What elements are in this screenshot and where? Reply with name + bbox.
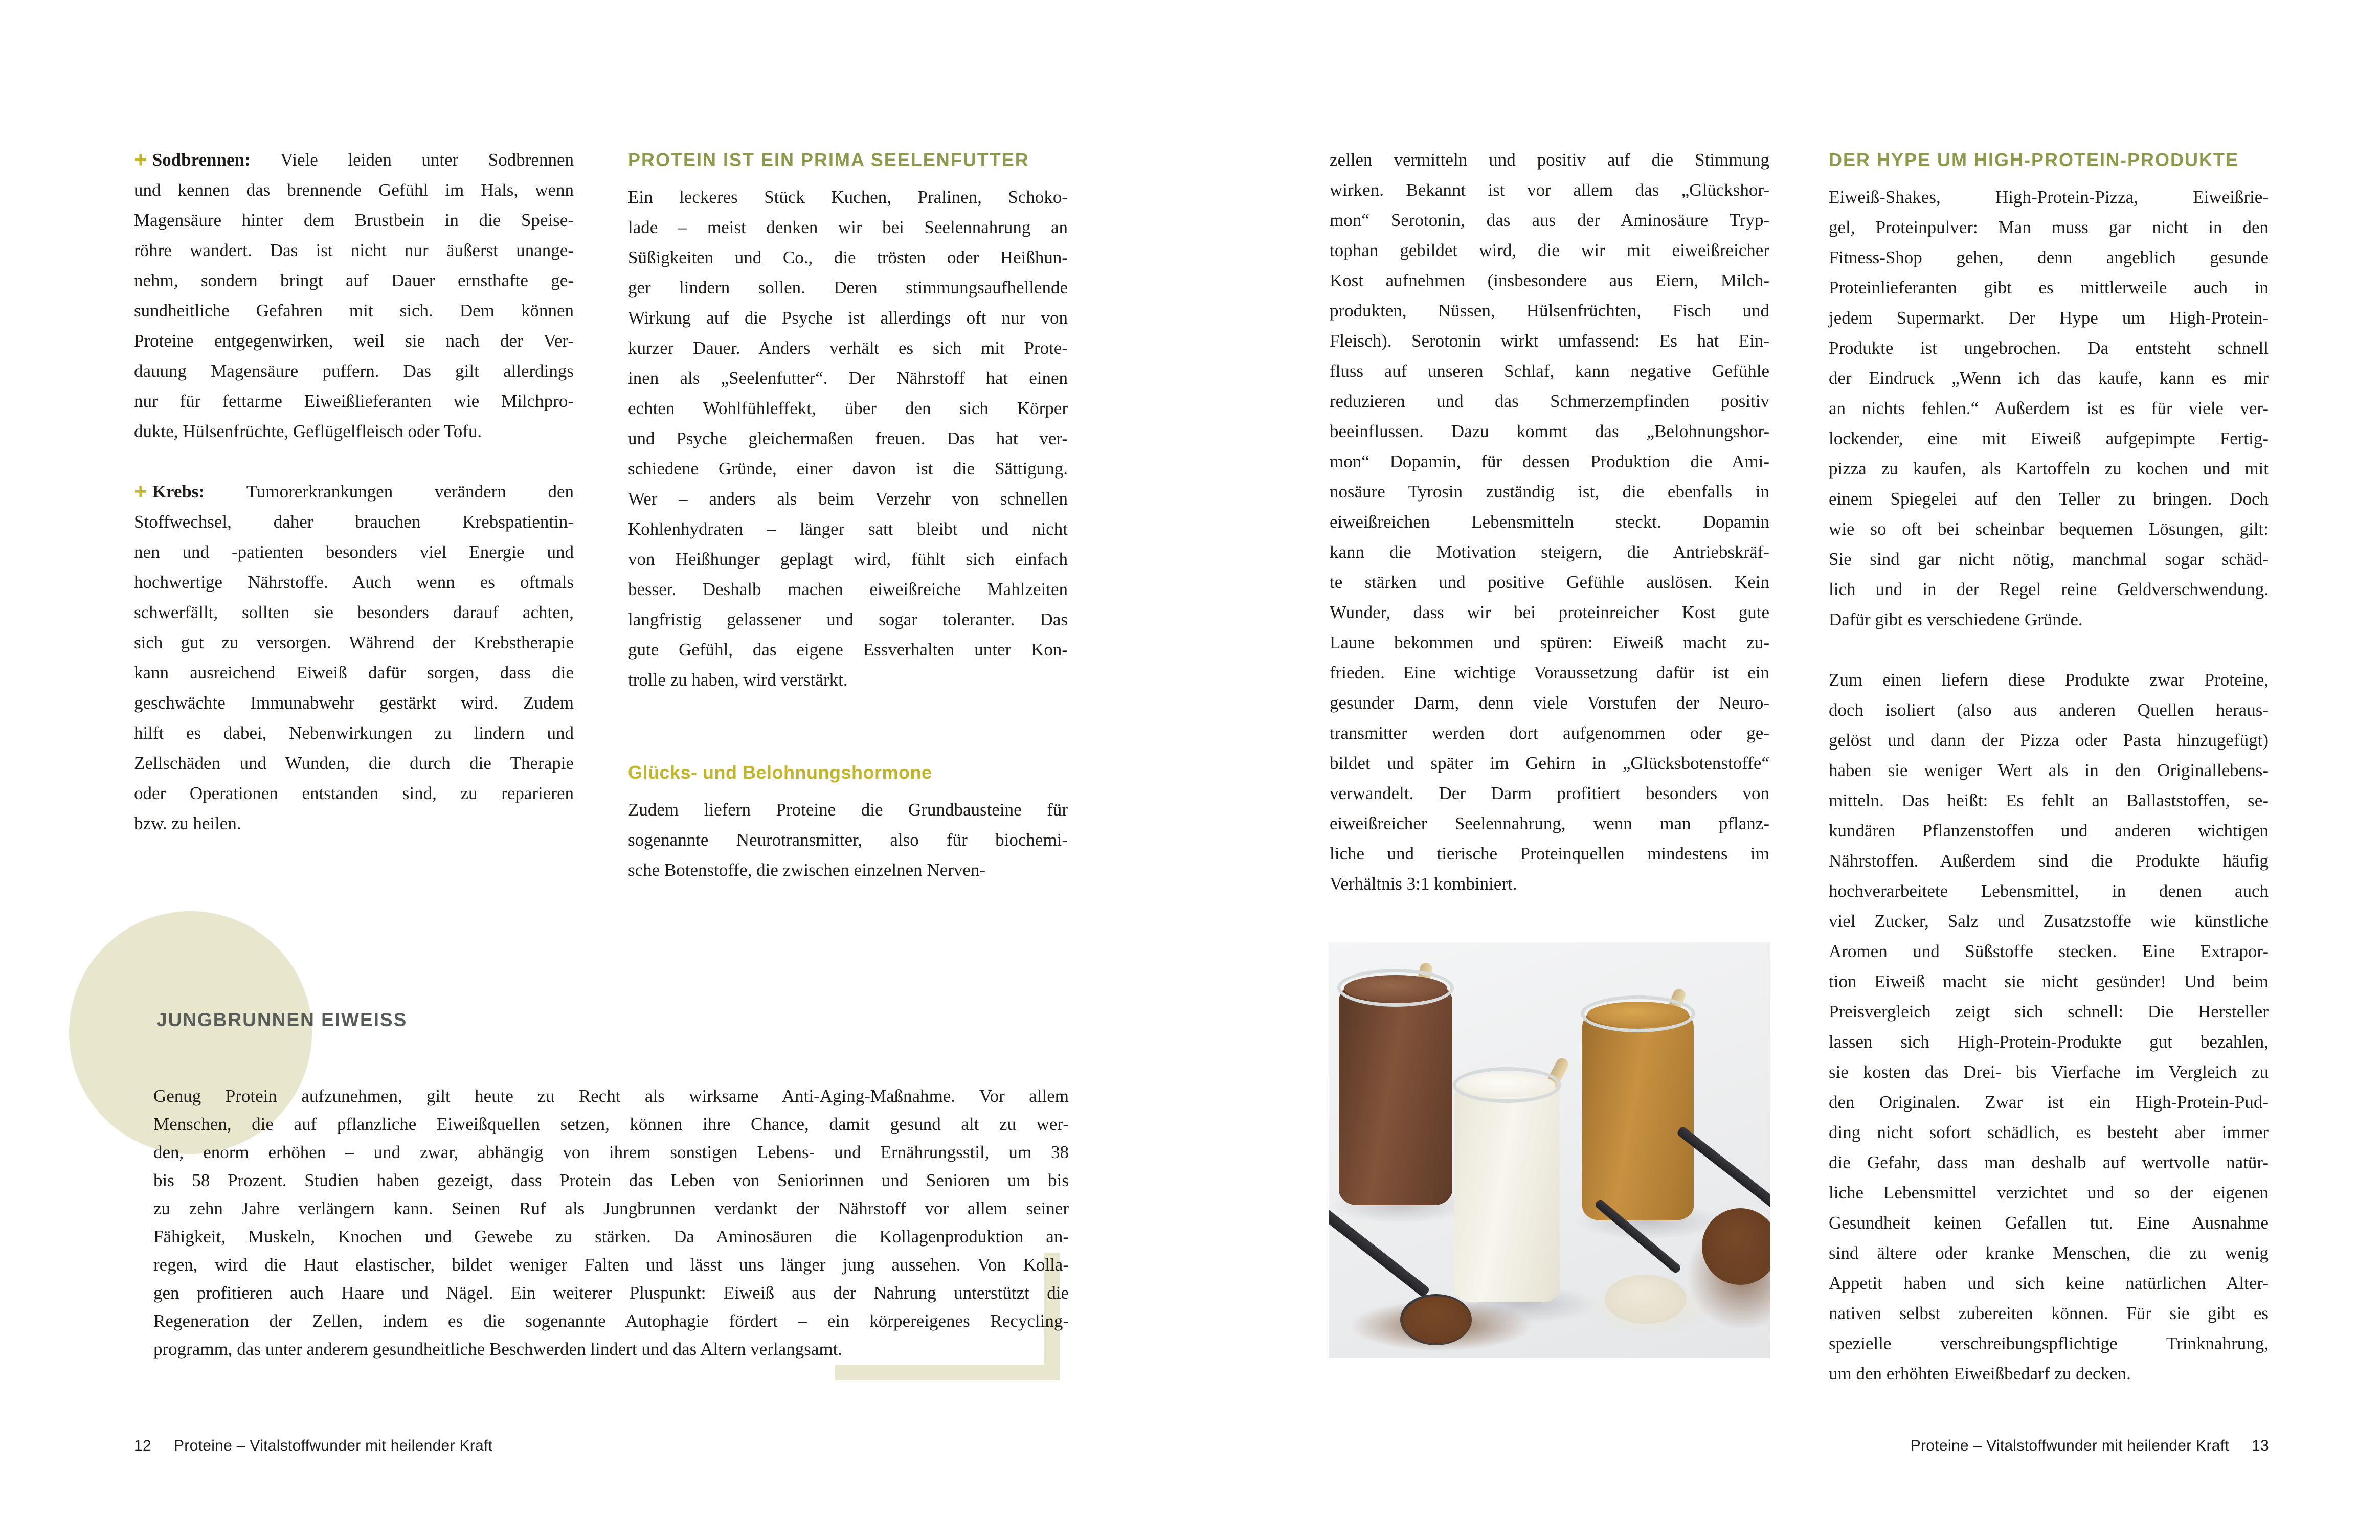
- text-line: sie kosten das Drei- bis Vierfache im Vergleich zu: [1829, 1062, 2269, 1082]
- text-line: nur für fettarme Eiweißlieferanten wie Milchpro-: [134, 391, 574, 411]
- text-line: hilft es dabei, Nebenwirkungen zu lindern und: [134, 723, 574, 743]
- text-line: gute Gefühl, das eigene Essverhalten unter Kon-: [628, 640, 1068, 660]
- footer-left: [134, 1435, 492, 1457]
- paragraph-serotonin-dopamin: [1330, 145, 1769, 899]
- text-line: Zum einen liefern diese Produkte zwar Proteine,: [1829, 670, 2269, 690]
- page-number: 12: [134, 1437, 151, 1454]
- caramel-surface: [1587, 1002, 1689, 1027]
- paragraph-lead: Krebs:: [152, 482, 246, 502]
- caramel-liquid: [1582, 1012, 1694, 1220]
- paragraph-seelenfutter: [628, 182, 1068, 695]
- text-line: Gesundheit keinen Gefallen tut. Eine Ausnahme: [1829, 1213, 2269, 1233]
- text-line: hochwertige Nährstoffe. Auch wenn es oftmals: [134, 572, 574, 592]
- text-line: lade – meist denken wir bei Seelennahrung an: [628, 217, 1068, 237]
- text-line: den, enorm erhöhen – und zwar, abhängig von ihrem sonstigen Lebens- und Ernährungsstil, um 38: [153, 1142, 1069, 1162]
- plus-icon: +: [134, 479, 147, 504]
- text-line: tion Eiweiß macht sie nicht gesünder! Und beim: [1829, 971, 2269, 991]
- l-frame-horizontal-bar: [835, 1365, 1060, 1380]
- text-line: nativen selbst zubereiten können. Für sie gibt es: [1829, 1303, 2269, 1323]
- running-title: Proteine – Vitalstoffwunder mit heilender Kraft: [1910, 1437, 2230, 1454]
- text-line: haben sie weniger Wert als in den Originallebens-: [1829, 760, 2269, 780]
- box-heading-jungbrunnen: JUNGBRUNNEN EIWEISS: [156, 1009, 408, 1030]
- text-line: programm, das unter anderem gesundheitliche Beschwerden lindert und das Altern verlangsamt.: [153, 1339, 843, 1359]
- text-line: gel, Proteinpulver: Man muss gar nicht in den: [1829, 217, 2269, 237]
- text-line: Magensäure hinter dem Brustbein in die Speise-: [134, 210, 574, 230]
- text-line: Wer – anders als beim Verzehr von schnellen: [628, 489, 1068, 509]
- chocolate-surface: [1344, 975, 1447, 1002]
- page-number: 13: [2252, 1437, 2269, 1454]
- text-line: Proteine entgegenwirken, weil sie nach der Ver-: [134, 331, 574, 351]
- text-line: einem Spiegelei auf den Teller zu bringen. Doch: [1829, 489, 2269, 509]
- milk-surface: [1459, 1073, 1555, 1097]
- text-line: trolle zu haben, wird verstärkt.: [628, 670, 848, 690]
- text-line: Wirkung auf die Psyche ist allerdings oft nur von: [628, 308, 1068, 328]
- protein-shakes-photo: [1329, 942, 1770, 1358]
- paragraph-gluckshormone: [628, 795, 1068, 885]
- text-line: kurzer Dauer. Anders verhält es sich mit Prote-: [628, 338, 1068, 358]
- text-line: viel Zucker, Salz und Zusatzstoffe wie künstliche: [1829, 911, 2269, 931]
- text-line: tophan gebildet wird, die wir mit eiweißreicher: [1330, 240, 1769, 260]
- text-line: pizza zu kaufen, als Kartoffeln zu kochen und mit: [1829, 459, 2269, 479]
- text-line: echten Wohlfühleffekt, über den sich Körper: [628, 398, 1068, 418]
- text-line: ger lindern sollen. Deren stimmungsaufhellende: [628, 278, 1068, 298]
- text-line: reduzieren und das Schmerzempfinden positiv: [1330, 391, 1769, 411]
- text-line: lich und in der Regel reine Geldverschwendung.: [1829, 579, 2269, 599]
- paragraph-krebs: [134, 477, 574, 839]
- text-line: zellen vermitteln und positiv auf die Stimmung: [1330, 150, 1769, 170]
- text-line: an nichts fehlen.“ Außerdem ist es für viele ver-: [1829, 398, 2269, 418]
- text-line: gen profitieren auch Haare und Nägel. Ein weiterer Pluspunkt: Eiweiß aus der Nahrung unterstützt die: [153, 1283, 1069, 1303]
- text-line: produkten, Nüssen, Hülsenfrüchten, Fisch und: [1330, 301, 1769, 321]
- text-line: geschwächte Immunabwehr gestärkt wird. Zudem: [134, 693, 574, 713]
- text-line: Appetit haben und sich keine natürlichen Alter-: [1829, 1273, 2269, 1293]
- text-line: mon“ Dopamin, für dessen Produktion die Ami-: [1330, 451, 1769, 471]
- text-line: Eiweiß-Shakes, High-Protein-Pizza, Eiweißrie-: [1829, 187, 2269, 207]
- text-line: + Sodbrennen: Viele leiden unter Sodbrennen: [134, 147, 574, 172]
- text-line: wie so oft bei scheinbar bequemen Lösungen, gilt:: [1829, 519, 2269, 539]
- text-line: Zudem liefern Proteine die Grundbausteine für: [628, 800, 1068, 820]
- text-line: jedem Supermarkt. Der Hype um High-Protein-: [1829, 308, 2269, 328]
- text-line: Kost aufnehmen (insbesondere aus Eiern, Milch-: [1330, 270, 1769, 290]
- column-sodbrennen-krebs: [134, 145, 574, 839]
- text-line: zu zehn Jahre verlängern kann. Seinen Ruf als Jungbrunnen verdankt der Nährstoff vor allem seiner: [153, 1198, 1069, 1218]
- text-line: Laune bekommen und spüren: Eiweiß macht zu-: [1330, 632, 1769, 652]
- paragraph-sodbrennen: [134, 145, 574, 446]
- glass-caramel-shake: [1582, 995, 1694, 1220]
- plus-icon: +: [134, 147, 147, 172]
- text-line: schwerfällt, sollten sie besonders darauf achten,: [134, 602, 574, 622]
- text-line: kann die Motivation steigern, die Antriebskräf-: [1330, 542, 1769, 562]
- text-line: Wunder, dass wir bei proteinreicher Kost gute: [1330, 602, 1769, 622]
- text-line: sind ältere oder kranke Menschen, die zu wenig: [1829, 1243, 2269, 1263]
- text-line: mitteln. Das heißt: Es fehlt an Ballaststoffen, se-: [1829, 790, 2269, 810]
- glass-milk: [1454, 1067, 1560, 1302]
- cocoa-powder-scatter: [1349, 1300, 1533, 1351]
- text-line: oder Operationen entstanden sind, zu reparieren: [134, 783, 574, 803]
- text-line: bis 58 Prozent. Studien haben gezeigt, dass Protein das Leben von Seniorinnen und Senioren um bis: [153, 1170, 1069, 1190]
- text-line: transmitter werden dort aufgenommen oder ge-: [1330, 723, 1769, 743]
- text-line: den Originalen. Zwar ist ein High-Protein-Pud-: [1829, 1092, 2269, 1112]
- text-line: um den erhöhten Eiweißbedarf zu decken.: [1829, 1364, 2131, 1384]
- text-line: bildet und später im Gehirn in „Glücksbotenstoffe“: [1330, 753, 1769, 773]
- paragraph-lead: Sodbrennen:: [152, 150, 281, 170]
- column-high-protein: [1829, 145, 2269, 1389]
- chocolate-liquid: [1339, 986, 1452, 1205]
- text-line: die Gefahr, dass man deshalb auf wertvolle natür-: [1829, 1152, 2269, 1172]
- text-line: Aromen und Süßstoffe stecken. Eine Extrapor-: [1829, 941, 2269, 961]
- text-line: eiweißreichen Lebensmitteln steckt. Dopamin: [1330, 512, 1769, 532]
- text-line: Menschen, die auf pflanzliche Eiweißquellen setzen, können ihre Chance, damit gesund alt zu wer-: [153, 1114, 1069, 1134]
- text-line: Fitness-Shop gehen, denn angeblich gesunde: [1829, 247, 2269, 267]
- text-line: nen und -patienten besonders viel Energie und: [134, 542, 574, 562]
- text-line: der Eindruck „Wenn ich das kaufe, kann es mir: [1829, 368, 2269, 388]
- text-line: gelöst und dann der Pizza oder Pasta hinzugefügt): [1829, 730, 2269, 750]
- text-line: lassen sich High-Protein-Produkte gut bezahlen,: [1829, 1032, 2269, 1052]
- text-line: + Krebs: Tumorerkrankungen verändern den: [134, 479, 574, 504]
- text-line: besser. Deshalb machen eiweißreiche Mahlzeiten: [628, 579, 1068, 599]
- text-line: Fleisch). Serotonin wirkt umfassend: Es hat Ein-: [1330, 331, 1769, 351]
- text-line: regen, wird die Haut elastischer, bildet weniger Falten und lässt uns länger jung aussehen. Von Kolla-: [153, 1255, 1069, 1275]
- text-line: spezielle verschreibungspflichtige Trinknahrung,: [1829, 1333, 2269, 1353]
- text-line: mon“ Serotonin, das aus der Aminosäure Tryp-: [1330, 210, 1769, 230]
- text-line: Süßigkeiten und Co., die trösten oder Heißhun-: [628, 247, 1068, 267]
- text-line: und Psyche gleichermaßen freuen. Das hat ver-: [628, 428, 1068, 448]
- text-line: frieden. Eine wichtige Voraussetzung dafür ist ein: [1330, 663, 1769, 683]
- text-line: Proteinlieferanten gibt es mittlerweile auch in: [1829, 278, 2269, 298]
- text-line: schiedene Gründe, einer davon ist die Sättigung.: [628, 459, 1068, 479]
- text-line: Dafür gibt es verschiedene Gründe.: [1829, 609, 2083, 629]
- running-title: Proteine – Vitalstoffwunder mit heilender Kraft: [173, 1437, 493, 1454]
- text-line: sich gut zu versorgen. Während der Krebstherapie: [134, 632, 574, 652]
- text-line: liche Lebensmittel verzichtet und so der eigenen: [1829, 1183, 2269, 1203]
- text-line: langfristig gelassener und sogar toleranter. Das: [628, 609, 1068, 629]
- text-line: und kennen das brennende Gefühl im Hals, wenn: [134, 180, 574, 200]
- text-line: röhre wandert. Das ist nicht nur äußerst unange-: [134, 240, 574, 260]
- text-line: nosäure Tyrosin zuständig ist, die ebenfalls in: [1330, 482, 1769, 502]
- footer-right: [1911, 1435, 2269, 1457]
- text-line: von Heißhunger geplagt wird, fühlt sich einfach: [628, 549, 1068, 569]
- text-line: Verhältnis 3:1 kombiniert.: [1330, 874, 1517, 894]
- milk-liquid: [1454, 1083, 1560, 1302]
- text-line: Preisvergleich zeigt sich schnell: Die Hersteller: [1829, 1002, 2269, 1022]
- text-line: hochverarbeitete Lebensmittel, in denen auch: [1829, 881, 2269, 901]
- text-line: Fähigkeit, Muskeln, Knochen und Gewebe zu stärken. Da Aminosäuren die Kollagenproduktion an-: [153, 1227, 1069, 1247]
- glass-chocolate-shake: [1339, 969, 1452, 1205]
- column-serotonin-dopamin: [1330, 145, 1769, 899]
- text-line: Produkte ist ungebrochen. Da entsteht schnell: [1829, 338, 2269, 358]
- text-line: Regeneration der Zellen, indem es die sogenannte Autophagie fördert – ein körpereigenes Recycling-: [153, 1311, 1069, 1331]
- text-line: Sie sind gar nicht nötig, manchmal sogar schäd-: [1829, 549, 2269, 569]
- text-line: sogenannte Neurotransmitter, also für biochemi-: [628, 830, 1068, 850]
- box-body-jungbrunnen: [153, 1082, 1069, 1363]
- text-line: Genug Protein aufzunehmen, gilt heute zu Recht als wirksame Anti-Aging-Maßnahme. Vor allem: [153, 1086, 1069, 1106]
- text-line: wirken. Bekannt ist vor allem das „Glückshor-: [1330, 180, 1769, 200]
- text-line: verwandelt. Der Darm profitiert besonders von: [1330, 783, 1769, 803]
- subheading-gluckshormone: Glücks- und Belohnungshormone: [628, 762, 932, 783]
- text-line: Zellschäden und Wunden, die durch die Therapie: [134, 753, 574, 773]
- text-line: beeinflussen. Dazu kommt das „Belohnungshor-: [1330, 421, 1769, 441]
- paragraph-high-protein-1: [1829, 182, 2269, 635]
- text-line: Ein leckeres Stück Kuchen, Pralinen, Schoko-: [628, 187, 1068, 207]
- column-seelenfutter: [628, 145, 1068, 885]
- paragraph-high-protein-2: [1829, 665, 2269, 1389]
- heading-high-protein: DER HYPE UM HIGH-PROTEIN-PRODUKTE: [1829, 149, 2239, 170]
- text-line: kundären Pflanzenstoffen und anderen wichtigen: [1829, 821, 2269, 841]
- text-line: gesunder Darm, denn viele Vorstufen der Neuro-: [1330, 693, 1769, 713]
- text-line: ding nicht sofort schädlich, es besteht aber immer: [1829, 1122, 2269, 1142]
- text-line: Kohlenhydraten – länger satt bleibt und nicht: [628, 519, 1068, 539]
- text-line: dukte, Hülsenfrüchte, Geflügelfleisch oder Tofu.: [134, 421, 482, 441]
- text-line: bzw. zu heilen.: [134, 813, 241, 833]
- text-line: sche Botenstoffe, die zwischen einzelnen Nerven-: [628, 860, 986, 880]
- text-line: dauung Magensäure puffern. Das gilt allerdings: [134, 361, 574, 381]
- text-line: inen als „Seelenfutter“. Der Nährstoff hat einen: [628, 368, 1068, 388]
- text-line: eiweißreicher Seelennahrung, wenn man pflanz-: [1330, 813, 1769, 833]
- text-line: doch isoliert (also aus anderen Quellen heraus-: [1829, 700, 2269, 720]
- text-line: liche und tierische Proteinquellen mindestens im: [1330, 844, 1769, 864]
- text-line: Nährstoffen. Außerdem sind die Produkte häufig: [1829, 851, 2269, 871]
- text-line: kann ausreichend Eiweiß dafür sorgen, dass die: [134, 663, 574, 683]
- text-line: fluss auf unseren Schlaf, kann negative Gefühle: [1330, 361, 1769, 381]
- text-line: Stoffwechsel, daher brauchen Krebspatientin-: [134, 512, 574, 532]
- text-line: sundheitliche Gefahren mit sich. Dem können: [134, 301, 574, 321]
- text-line: te stärken und positive Gefühle auslösen. Kein: [1330, 572, 1769, 592]
- text-line: lockender, eine mit Eiweiß aufgepimpte Fertig-: [1829, 428, 2269, 448]
- text-line: nehm, sondern bringt auf Dauer ernsthafte ge-: [134, 270, 574, 290]
- heading-seelenfutter: PROTEIN IST EIN PRIMA SEELENFUTTER: [628, 149, 1029, 170]
